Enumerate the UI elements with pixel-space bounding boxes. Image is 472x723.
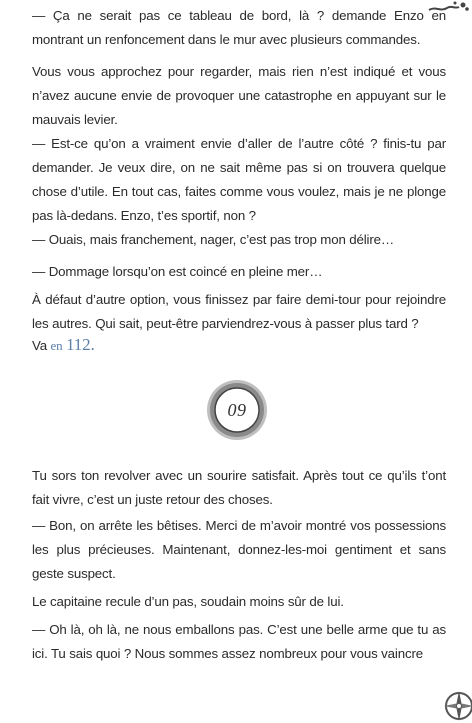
paragraph: — Oh là, oh là, ne nous emballons pas. C’est une belle arme que tu as ici. Tu sais quoi ? Nous sommes assez nombreux pour vous vaincre <box>32 622 446 661</box>
paragraph: — Dommage lorsqu’on est coincé en pleine mer… <box>32 264 323 279</box>
compass-rose-icon <box>441 688 472 723</box>
paragraph: — Ouais, mais franchement, nager, c’est pas trop mon délire… <box>32 232 395 247</box>
goto-section-link[interactable]: 112. <box>66 335 95 354</box>
paragraph: Vous vous approchez pour regarder, mais rien n’est indiqué et vous n’avez aucune envie de provoquer une catastrophe en appuyant sur le mauvais levier. <box>32 64 446 127</box>
paragraph: — Bon, on arrête les bêtises. Merci de m’avoir montré vos possessions les plus précieuses. Maintenant, donnez-les-moi gentiment et sans geste suspect. <box>32 518 446 581</box>
paragraph: Tu sors ton revolver avec un sourire satisfait. Après tout ce qu’ils t’ont fait vivre, c’est un juste retour des choses. <box>32 468 446 507</box>
paragraph: À défaut d’autre option, vous finissez par faire demi-tour pour rejoindre les autres. Qui sait, peut-être parviendrez-vous à passer plus tard ? <box>32 292 446 331</box>
paragraph: — Est-ce qu’on a vraiment envie d’aller de l’autre côté ? finis-tu par demander. Je veux dire, on ne sait même pas si on trouvera quelque chose d’utile. En tout cas, faites comme vous voulez, mais je ne plonge pas là-dedans. Enzo, t’es sportif, non ? <box>32 136 446 223</box>
goto-en: en <box>50 338 63 353</box>
paragraph: Le capitaine recule d’un pas, soudain moins sûr de lui. <box>32 594 344 609</box>
paragraph: — Ça ne serait pas ce tableau de bord, là ? demande Enzo en montrant un renfoncement dans le mur avec plusieurs commandes. <box>32 8 446 47</box>
section-number: 09 <box>227 399 247 420</box>
goto-instruction <box>32 333 446 358</box>
goto-prefix: Va <box>32 338 47 353</box>
